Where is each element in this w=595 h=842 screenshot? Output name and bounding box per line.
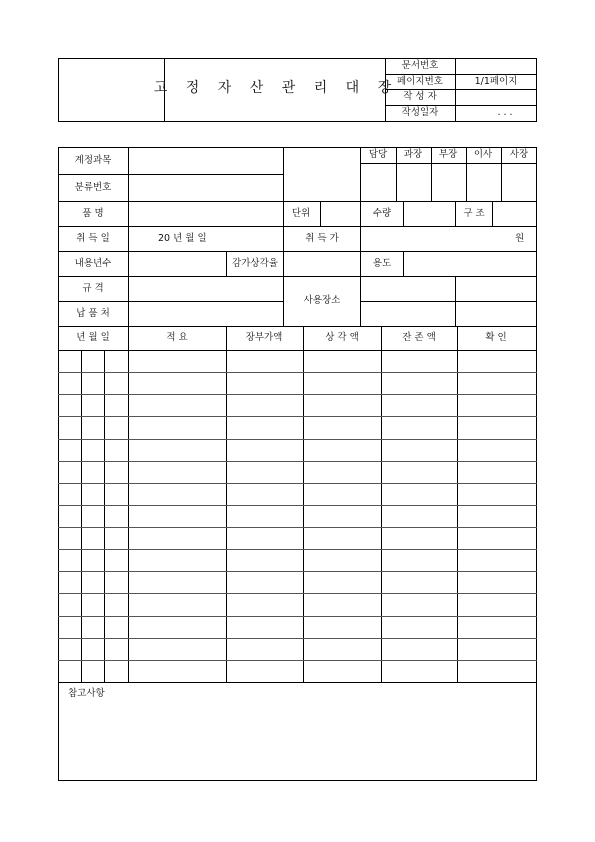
acquisition-date-value: 20 년 월 일: [158, 233, 207, 244]
ledger-row-divider: [58, 372, 537, 373]
ledger-header-description: 적 요: [166, 332, 188, 343]
ledger-header-residual: 잔 존 액: [402, 332, 436, 343]
acquisition-price-label: 취 득 가: [305, 233, 339, 244]
ledger-row-divider: [58, 505, 537, 506]
approval-director: 이사: [473, 149, 493, 160]
ledger-row-divider: [58, 660, 537, 661]
approval-dept-head: 부장: [438, 149, 458, 160]
useful-life-label: 내용년수: [74, 258, 112, 269]
purpose-label: 용도: [372, 258, 392, 269]
ledger-row-divider: [58, 461, 537, 462]
supplier-label: 납 품 처: [76, 308, 110, 319]
ledger-header-confirm: 확 인: [485, 332, 507, 343]
page-number-label: 페이지번호: [397, 76, 443, 87]
ledger-row-divider: [58, 549, 537, 550]
page-title: 고 정 자 산 관 리 대 장: [153, 80, 399, 96]
page-number-value: 1/1페이지: [474, 76, 518, 87]
ledger-row-divider: [58, 483, 537, 484]
author-label: 작 성 자: [403, 91, 437, 102]
asset-form: [58, 147, 537, 781]
ledger-row-divider: [58, 416, 537, 417]
ledger-row-divider: [58, 616, 537, 617]
remarks-label: 참고사항: [68, 688, 105, 699]
unit-label: 단위: [291, 208, 311, 219]
depreciation-rate-label: 감가상각율: [232, 258, 278, 269]
ledger-row-divider: [58, 394, 537, 395]
approval-manager: 과장: [403, 149, 423, 160]
approval-president: 사장: [509, 149, 529, 160]
ledger-row-divider: [58, 638, 537, 639]
won-unit: 원: [515, 233, 525, 244]
spec-label: 규 격: [82, 283, 104, 294]
ledger-header-book-value: 장부가액: [245, 332, 283, 343]
ledger-row-divider: [58, 593, 537, 594]
account-label: 계정과목: [74, 155, 112, 166]
location-label: 사용장소: [303, 295, 341, 306]
acquisition-date-label: 취 득 일: [76, 233, 110, 244]
date-label: 작성일자: [401, 107, 439, 118]
ledger-row-divider: [58, 527, 537, 528]
ledger-row-divider: [58, 571, 537, 572]
doc-number-label: 문서번호: [401, 60, 439, 71]
approval-staff: 담당: [368, 149, 388, 160]
structure-label: 구 조: [463, 208, 485, 219]
date-value: . . .: [497, 107, 513, 118]
ledger-header-date: 년 월 일: [76, 332, 110, 343]
item-name-label: 품 명: [82, 208, 104, 219]
class-number-label: 분류번호: [74, 182, 112, 193]
ledger-row-divider: [58, 439, 537, 440]
ledger-header-depreciation: 상 각 액: [325, 332, 359, 343]
quantity-label: 수량: [372, 208, 392, 219]
